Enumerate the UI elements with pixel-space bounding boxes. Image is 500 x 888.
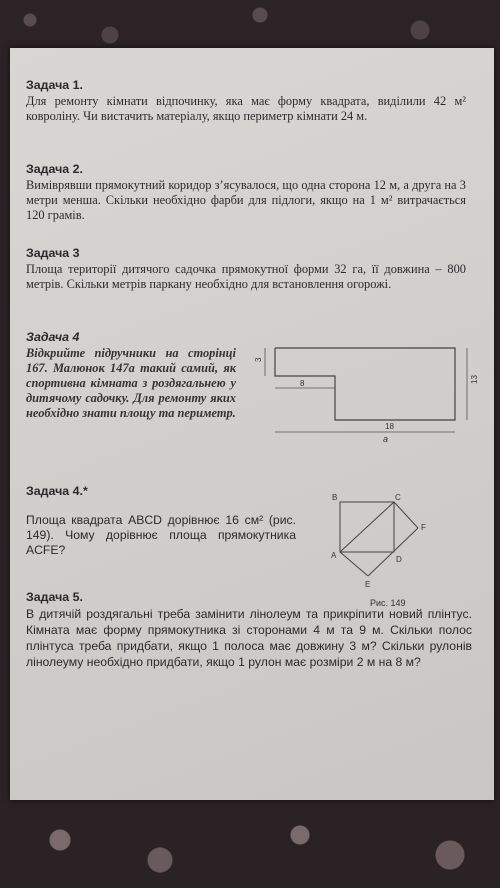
figure-147a bbox=[245, 336, 479, 446]
fig147a-label-right: 13 bbox=[470, 375, 479, 384]
task-4 bbox=[26, 330, 236, 421]
task-4-title: Задача 4 bbox=[26, 330, 80, 344]
fig149-point-e: E bbox=[365, 580, 371, 589]
fig147a-label-left: 3 bbox=[254, 357, 263, 362]
lace-background-bottom bbox=[0, 800, 500, 888]
figure-149-caption: Рис. 149 bbox=[370, 598, 406, 608]
task-5-title: Задача 5. bbox=[26, 590, 83, 604]
fig149-point-f: F bbox=[421, 523, 426, 532]
task-2-title: Задача 2. bbox=[26, 162, 83, 176]
task-4-text: Відкрийте підручники на сторінці 167. Малюнок 147а такий самий, як спортивна кімната з роздягальнею у дитячому садочку. Для ремонту яких необхідно знати площу та периметр. bbox=[26, 346, 236, 420]
task-3 bbox=[26, 246, 466, 292]
task-2 bbox=[26, 162, 466, 223]
task-1-text: Для ремонту кімнати відпочинку, яка має форму квадрата, виділили 42 м² ковроліну. Чи вистачить матеріалу, якщо периметр кімнати 24 м. bbox=[26, 94, 466, 123]
task-5-text: В дитячій роздягальні треба замінити лінолеум та прикріпити новий плінтус. Кімната має форму прямокутника зі сторонами 4 м та 9 м. Скільки полос плінтуса треба придбати, якщо 1 полоса має довжину 3 м? Скільки рулонів лінолеуму необхідно придбати, якщо 1 рулон має розміри 2 м на 8 м? bbox=[26, 607, 472, 669]
fig147a-label-letter: a bbox=[383, 434, 389, 444]
task-3-text: Площа території дитячого садочка прямокутної форми 32 га, її довжина – 800 метрів. Скільки метрів паркану необхідно для встановлення огорожі. bbox=[26, 262, 466, 291]
fig149-point-b: B bbox=[332, 493, 338, 502]
task-2-text: Виміврявши прямокутний коридор з’ясувалося, що одна сторона 12 м, а друга на 3 метри менша. Скільки необхідно фарби для підлоги, якщо на 1 м² витрачається 120 грамів. bbox=[26, 178, 466, 222]
task-4-star-text: Площа квадрата ABCD дорівнює 16 см² (рис. 149). Чому дорівнює площа прямокутника ACFE? bbox=[26, 513, 296, 557]
fig147a-label-inner: 8 bbox=[300, 379, 305, 388]
task-3-title: Задача 3 bbox=[26, 246, 80, 260]
task-4-star-title: Задача 4.* bbox=[26, 484, 88, 498]
task-4-star bbox=[26, 484, 296, 558]
task-5 bbox=[26, 590, 472, 670]
fig149-point-a: A bbox=[331, 551, 337, 560]
fig147a-label-bottom: 18 bbox=[385, 422, 394, 431]
fig149-point-d: D bbox=[396, 555, 402, 564]
task-1-title: Задача 1. bbox=[26, 78, 83, 92]
figure-149 bbox=[328, 492, 438, 592]
task-1 bbox=[26, 78, 466, 124]
fig149-point-c: C bbox=[395, 493, 401, 502]
